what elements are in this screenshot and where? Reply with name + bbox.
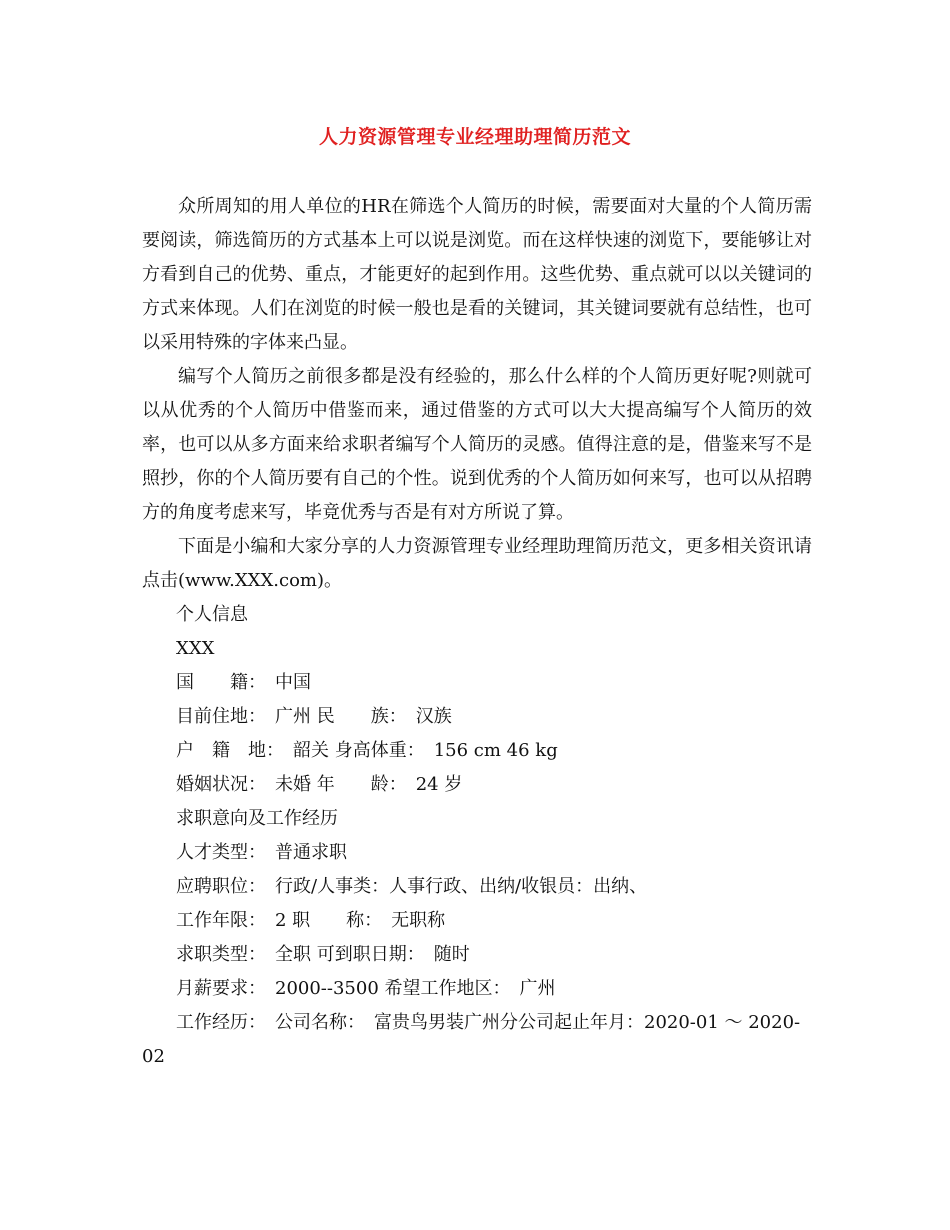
field-hometown-height-weight: 户 籍 地： 韶关 身高体重： 156 cm 46 kg	[176, 740, 558, 761]
field-marital-age: 婚姻状况： 未婚 年 龄： 24 岁	[176, 774, 463, 795]
field-nationality: 国 籍： 中国	[176, 672, 311, 693]
work-experience-main: 工作经历： 公司名称： 富贵鸟男装广州分公司起止年月：2020-01 ～ 2020-	[176, 1012, 801, 1033]
field-talent-type: 人才类型： 普通求职	[176, 842, 347, 863]
paragraph-reference: 编写个人简历之前很多都是没有经验的，那么什么样的个人简历更好呢?则就可以从优秀的个人简历中借鉴而来，通过借鉴的方式可以大大提高编写个人简历的效率，也可以从多方面来给求职者编写个人简历的灵感。值得注意的是，借鉴来写不是照抄，你的个人简历要有自己的个性。说到优秀的个人简历如何来写，也可以从招聘方的角度考虑来写，毕竟优秀与否是有对方所说了算。	[142, 366, 812, 523]
field-work-experience	[142, 1006, 812, 1074]
field-years-title: 工作年限： 2 职 称： 无职称	[176, 910, 446, 931]
field-job-type-start: 求职类型： 全职 可到职日期： 随时	[176, 944, 470, 965]
field-salary-location: 月薪要求： 2000--3500 希望工作地区： 广州	[176, 978, 556, 999]
paragraph-share: 下面是小编和大家分享的人力资源管理专业经理助理简历范文，更多相关资讯请点击(www.XXX.com)。	[142, 536, 812, 591]
work-experience-continuation: 02	[142, 1046, 165, 1067]
section-heading-job-intent: 求职意向及工作经历	[176, 808, 338, 829]
resume-name: XXX	[176, 638, 215, 659]
field-applied-position: 应聘职位： 行政/人事类：人事行政、出纳/收银员：出纳、	[176, 876, 648, 897]
document-body	[142, 190, 812, 1074]
paragraph-intro: 众所周知的用人单位的HR在筛选个人简历的时候，需要面对大量的个人简历需要阅读，筛选简历的方式基本上可以说是浏览。而在这样快速的浏览下，要能够让对方看到自己的优势、重点，才能更好的起到作用。这些优势、重点就可以以关键词的方式来体现。人们在浏览的时候一般也是看的关键词，其关键词要就有总结性，也可以采用特殊的字体来凸显。	[142, 196, 812, 353]
section-heading-personal-info: 个人信息	[176, 604, 248, 625]
field-residence-ethnicity: 目前住地： 广州 民 族： 汉族	[176, 706, 452, 727]
document-title: 人力资源管理专业经理助理简历范文	[318, 126, 631, 148]
